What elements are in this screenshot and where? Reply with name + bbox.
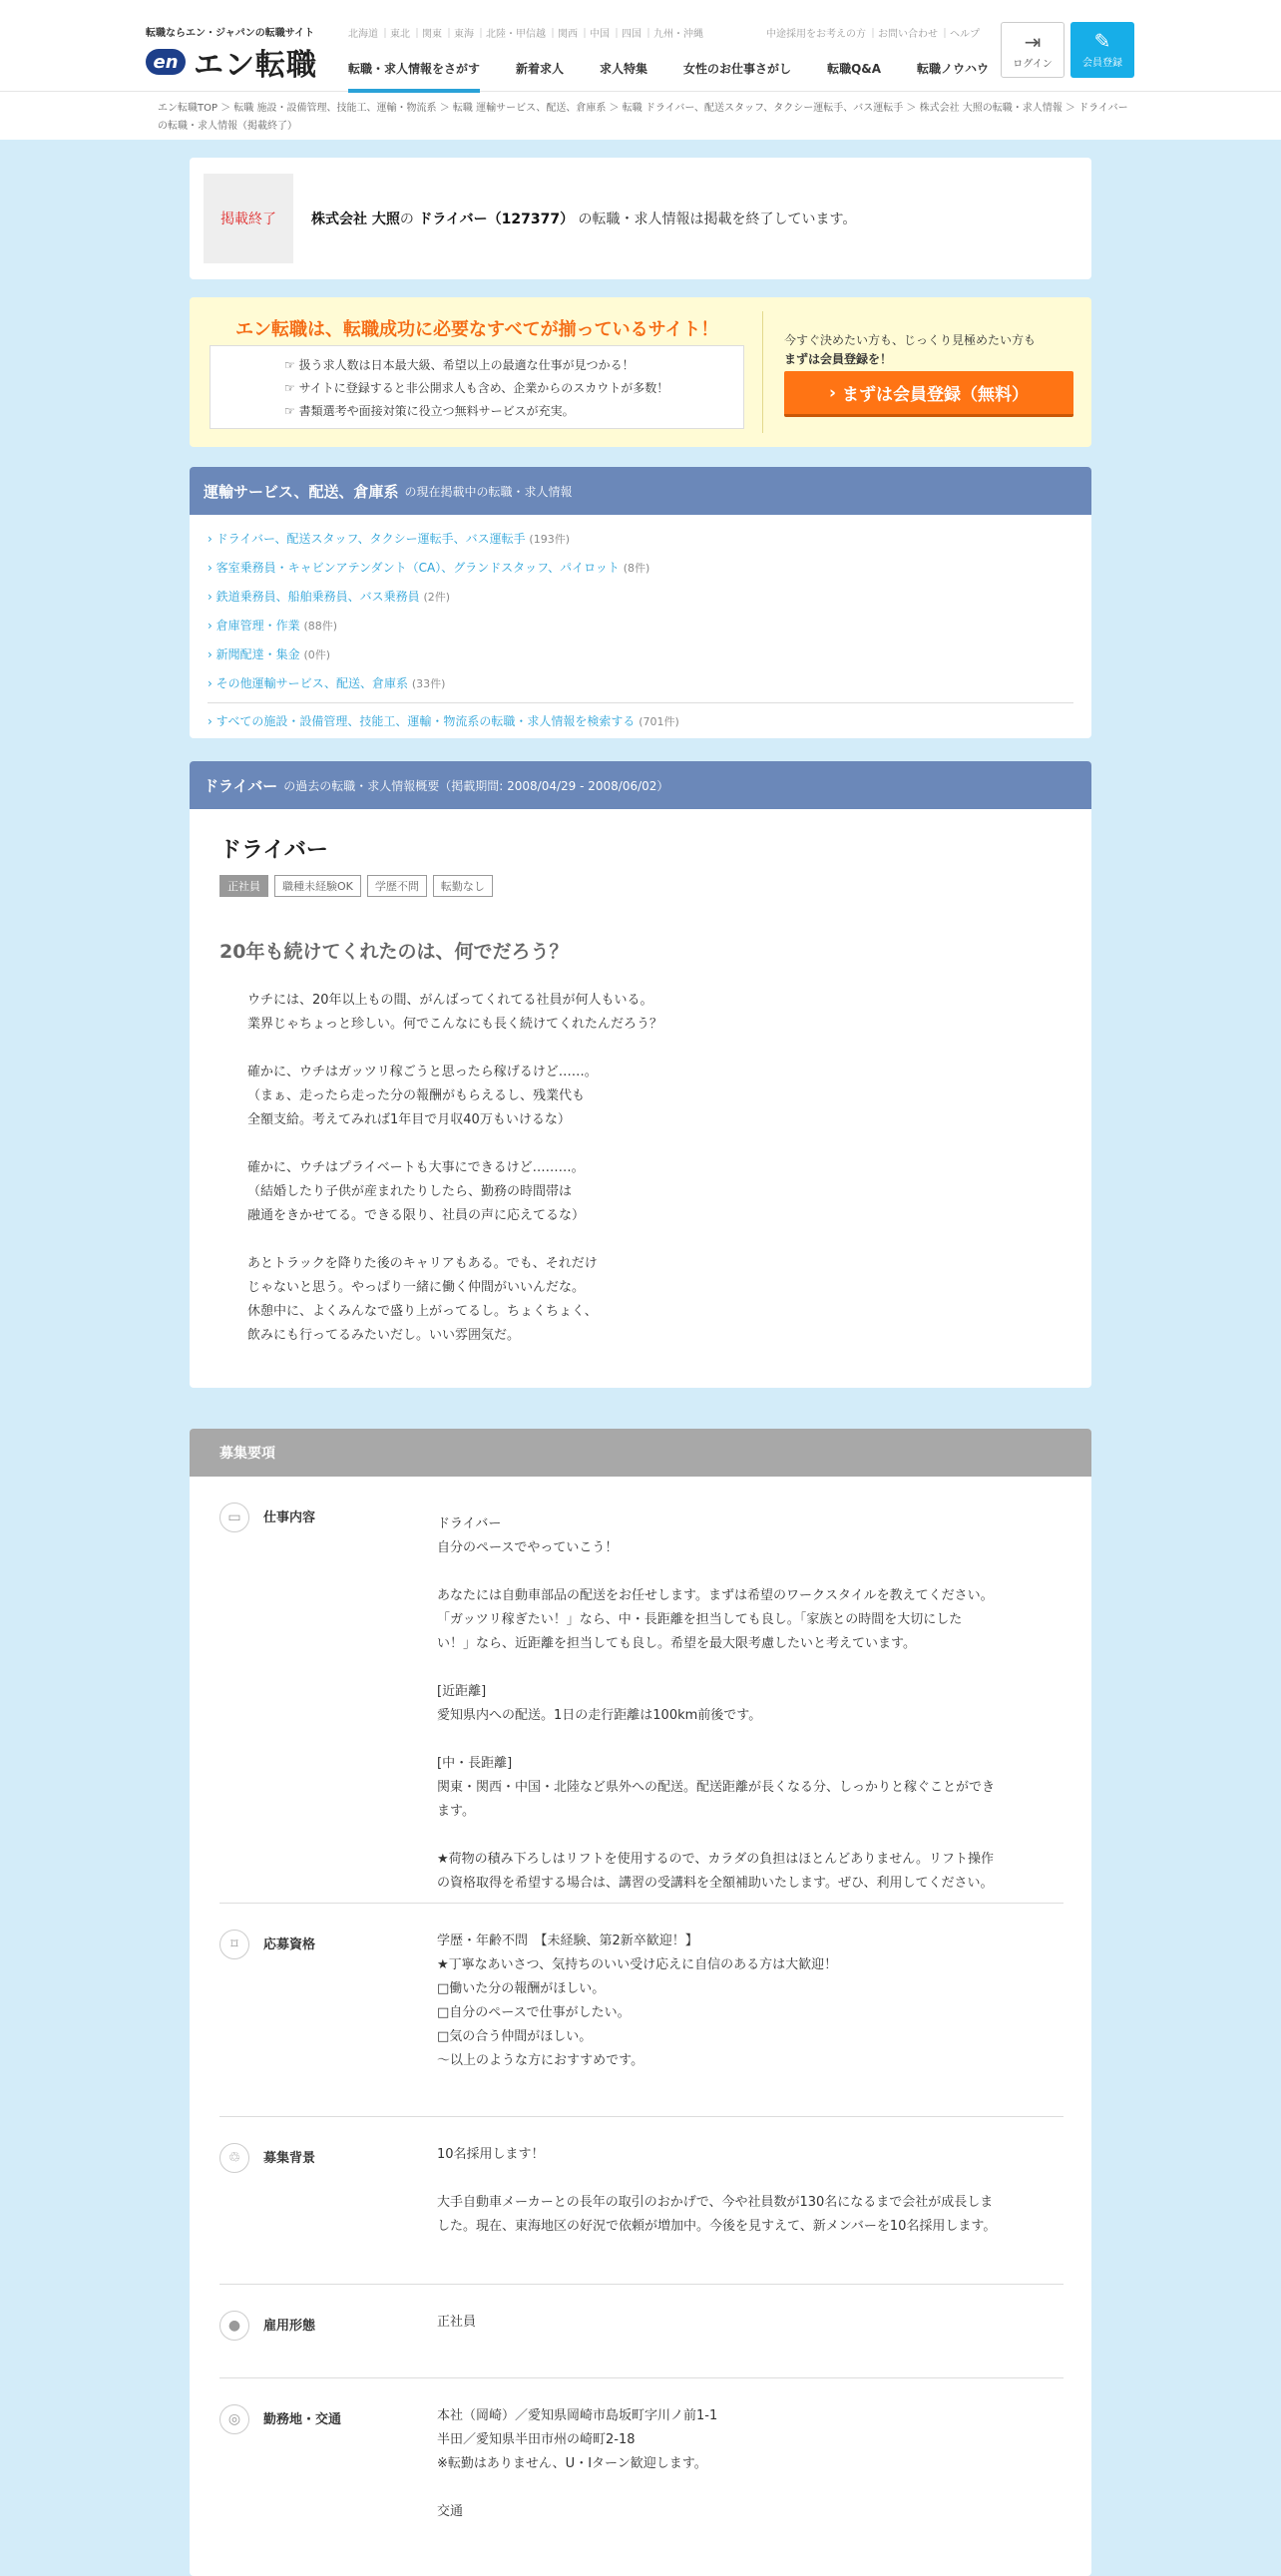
- req-label: 応募資格: [263, 1937, 316, 1952]
- category-link[interactable]: › ドライバー、配送スタッフ、タクシー運転手、バス運転手 (193件): [208, 532, 571, 546]
- job-catchphrase: 20年も続けてくれたのは、何でだろう？: [219, 941, 569, 963]
- main-nav: [348, 60, 1025, 93]
- ended-notice: [190, 158, 1091, 279]
- job-title: ドライバー: [219, 838, 328, 863]
- employer-link[interactable]: 中途採用をお考えの方: [766, 29, 866, 40]
- req-row-background: [219, 2117, 1064, 2285]
- req-row-qualification: [219, 1904, 1064, 2117]
- requirements-head: 募集要項: [190, 1429, 1091, 1477]
- logo-mark: en: [146, 49, 186, 75]
- site-logo[interactable]: [146, 40, 317, 84]
- region-link[interactable]: 関西: [558, 29, 578, 40]
- region-link[interactable]: 四国: [622, 29, 641, 40]
- promo-point: ☞ 書類選考や面接対策に役立つ無料サービスが充実。: [284, 404, 575, 418]
- login-button[interactable]: [1001, 22, 1065, 78]
- category-link[interactable]: › 倉庫管理・作業 (88件): [208, 619, 338, 633]
- req-label: 募集背景: [263, 2151, 316, 2166]
- req-label: 勤務地・交通: [263, 2412, 342, 2427]
- region-links: 北海道 ｜東北 ｜関東 ｜東海 ｜北陸・甲信越 ｜関西 ｜中国 ｜四国 ｜九州・沖縄: [348, 29, 703, 40]
- logo-tagline: 転職ならエン・ジャパンの転職サイト: [146, 28, 315, 39]
- promo-banner: [190, 297, 1091, 447]
- tag-badge: 転勤なし: [433, 875, 493, 897]
- region-link[interactable]: 中国: [590, 29, 610, 40]
- logo-text: エン転職: [194, 48, 317, 83]
- req-label: 雇用形態: [263, 2319, 316, 2334]
- job-overview-head: ドライバー の過去の転職・求人情報概要（掲載期間: 2008/04/29 - 2008/06/02）: [190, 761, 1091, 809]
- region-link[interactable]: 関東: [422, 29, 442, 40]
- company-name: 株式会社 大照: [311, 212, 400, 227]
- register-label: 会員登録: [1082, 58, 1122, 69]
- ended-badge: 掲載終了: [204, 174, 293, 263]
- nav-women-jobs[interactable]: 女性のお仕事さがし: [683, 62, 792, 76]
- tag-badge: 職種未経験OK: [274, 875, 361, 897]
- job-tags: [219, 875, 499, 897]
- nav-qa[interactable]: 転職Q&A: [827, 62, 882, 76]
- pencil-icon: ✎: [1093, 29, 1111, 53]
- login-label: ログイン: [1013, 59, 1053, 70]
- region-link[interactable]: 東北: [390, 29, 410, 40]
- req-row-location: [219, 2378, 1064, 2576]
- category-panel-head: 運輸サービス、配送、倉庫系 の現在掲載中の転職・求人情報: [190, 467, 1091, 515]
- contact-link[interactable]: お問い合わせ: [878, 29, 938, 40]
- category-link[interactable]: › 鉄道乗務員、船舶乗務員、バス乗務員 (2件): [208, 590, 451, 604]
- region-link[interactable]: 北海道: [348, 29, 378, 40]
- requirements-panel: [190, 1429, 1091, 2576]
- promo-points: [210, 345, 744, 429]
- req-row-employment: [219, 2285, 1064, 2378]
- divider: [762, 311, 763, 433]
- category-link[interactable]: › 新聞配達・集金 (0件): [208, 647, 331, 661]
- people-icon: ♲: [219, 2143, 249, 2173]
- job-overview: [190, 761, 1091, 1388]
- login-icon: ⇥: [1024, 30, 1042, 54]
- req-label: 仕事内容: [263, 1510, 316, 1525]
- bookmark-icon: ⌑: [219, 1930, 249, 1959]
- req-value: 学歴・年齢不問 【未経験、第2新卒歓迎！】 ★丁寧なあいさつ、気持ちのいい受け応えに自信のある方は大歓迎！ □働いた分の報酬がほしい。 □自分のペースで仕事がしたい。 □気の合う仲間がほしい。 ～以上のような方におすすめです。: [437, 1933, 838, 2068]
- nav-new-jobs[interactable]: 新着求人: [516, 62, 565, 76]
- promo-point: ☞ サイトに登録すると非公開求人も含め、企業からのスカウトが多数！: [284, 381, 669, 395]
- category-link[interactable]: › その他運輸サービス、配送、倉庫系 (33件): [208, 676, 446, 690]
- promo-title: エン転職は、転職成功に必要なすべてが揃っているサイト！: [235, 319, 719, 340]
- briefcase-icon: ▭: [219, 1503, 249, 1532]
- ended-suffix: の転職・求人情報は掲載を終了しています。: [578, 212, 857, 227]
- breadcrumb[interactable]: エン転職TOP ＞ 転職 施設・設備管理、技能工、運輸・物流系 ＞ 転職 運輸サービス、配送、倉庫系 ＞ 転職 ドライバー、配送スタッフ、タクシー運転手、バス運転手 ＞ 株式会社 大照の転職・求人情報 ＞ ドライバーの転職・求人情報（掲載終了）: [0, 92, 1281, 140]
- ended-no: の: [399, 212, 414, 227]
- site-header: [0, 0, 1281, 92]
- category-panel: [190, 467, 1091, 738]
- region-link[interactable]: 東海: [454, 29, 474, 40]
- all-category-link[interactable]: › すべての施設・設備管理、技能工、運輸・物流系の転職・求人情報を検索する (701件): [208, 702, 1073, 736]
- region-link[interactable]: 北陸・甲信越: [486, 29, 546, 40]
- location-pin-icon: ◎: [219, 2404, 249, 2434]
- help-link[interactable]: ヘルプ: [950, 29, 980, 40]
- promo-point: ☞ 扱う求人数は日本最大級、希望以上の最適な仕事が見つかる！: [284, 358, 635, 372]
- region-link[interactable]: 九州・沖縄: [653, 29, 703, 40]
- register-button[interactable]: [1070, 22, 1134, 78]
- category-list: [190, 515, 1091, 746]
- ended-message: [311, 209, 856, 228]
- req-value: 正社員: [437, 2315, 477, 2330]
- nav-features[interactable]: 求人特集: [600, 62, 648, 76]
- req-row-job-content: [219, 1477, 1064, 1904]
- nav-search-jobs[interactable]: 転職・求人情報をさがす: [348, 60, 480, 93]
- register-cta-button[interactable]: › まずは会員登録（無料）: [784, 371, 1073, 417]
- req-value: 本社（岡崎）／愛知県岡崎市島坂町字川ノ前1-1 半田／愛知県半田市州の崎町2-18 ※転勤はありません、U・Iターン歓迎します。 交通: [437, 2408, 718, 2519]
- promo-cta-text: 今すぐ決めたい方も、じっくり見極めたい方も まずは会員登録を！: [784, 333, 1037, 366]
- job-description: ウチには、20年以上もの間、がんばってくれてる社員が何人もいる。 業界じゃちょっと珍しい。何でこんなにも長く続けてくれたんだろう？ 確かに、ウチはガッツリ稼ごうと思ったら稼げるけど……。 （まぁ、走ったら走った分の報酬がもらえるし、残業代も 全額支給。考えてみれば1年目で月収40万もいけるな） 確かに、ウチはプライベートも大事にできるけど………。 （結婚したり子供が産まれたりしたら、勤務の時間帯は 融通をきかせてる。できる限り、社員の声に応えてるな） あとトラックを降りた後のキャリアもある。でも、それだけ じゃないと思う。やっぱり一緒に働く仲間がいいんだな。 休憩中に、よくみんなで盛り上がってるし。ちょくちょく、 飲みにも行ってるみたいだし。いい雰囲気だ。: [247, 993, 663, 1343]
- tag-badge: 正社員: [219, 875, 268, 897]
- category-link[interactable]: › 客室乗務員・キャビンアテンダント（CA）、グランドスタッフ、パイロット (8件): [208, 561, 650, 575]
- person-icon: ●: [219, 2311, 249, 2341]
- req-value: ドライバー 自分のペースでやっていこう！ あなたには自動車部品の配送をお任せします。まずは希望のワークスタイルを教えてください。 「ガッツリ稼ぎたい！」なら、中・長距離を担当しても良し。「家族との時間を大切にした い！」なら、近距離を担当しても良し。希望を最大限考慮したいと考えています。 [近距離] 愛知県内への配送。1日の走行距離は100km前後です。 [中・長距離] 関東・関西・中国・北陸など県外への配送。配送距離が長くなる分、しっかりと稼ぐことができ ます。 ★荷物の積み下ろしはリフトを使用するので、カラダの負担はほとんどありません。リフト操作 の資格取得を希望する場合は、講習の受講料を全額補助いたします。ぜひ、利用してください。: [437, 1516, 996, 1891]
- req-value: 10名採用します！ 大手自動車メーカーとの長年の取引のおかげで、今や社員数が130名になるまで会社が成長しま した。現在、東海地区の好況で依頼が増加中。今後を見すえて、新メンバーを10名採用します。: [437, 2147, 997, 2234]
- nav-knowhow[interactable]: 転職ノウハウ: [917, 62, 990, 76]
- tag-badge: 学歴不問: [367, 875, 427, 897]
- job-name: ドライバー（127377）: [418, 212, 575, 227]
- utility-links: 中途採用をお考えの方 ｜お問い合わせ ｜ヘルプ: [766, 29, 980, 40]
